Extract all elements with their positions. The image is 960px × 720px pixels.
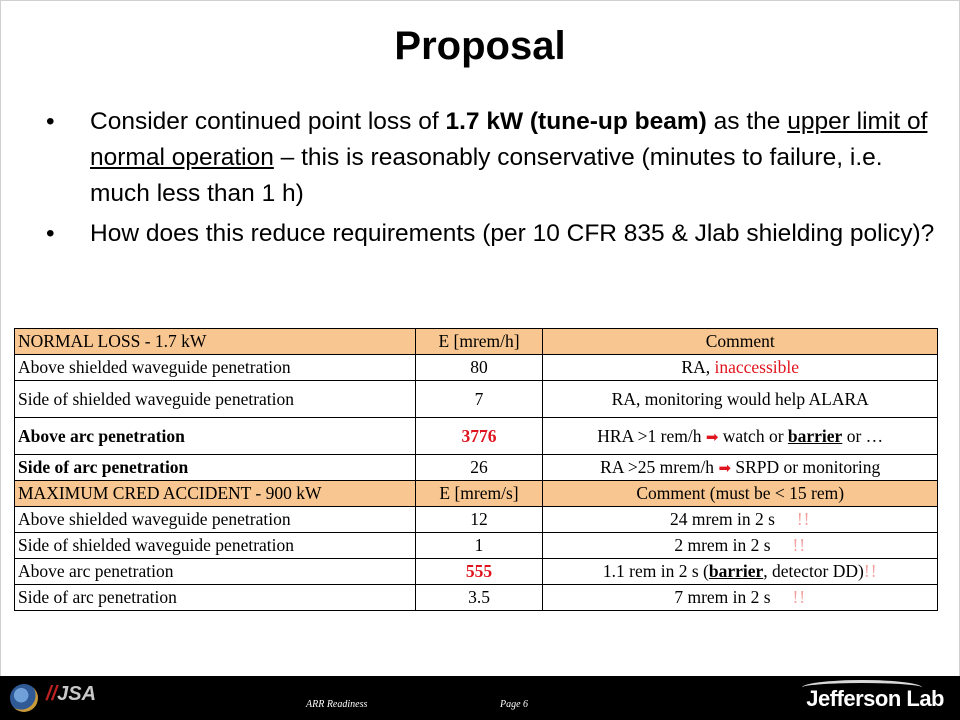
table-row — [15, 507, 938, 533]
header-cell: E [mrem/s] — [415, 481, 543, 507]
jefferson-lab-logo — [806, 686, 944, 712]
comment-text: or … — [842, 425, 884, 446]
header-cell: MAXIMUM CRED ACCIDENT - 900 kW — [15, 481, 416, 507]
comment-text: SRPD or monitoring — [731, 457, 881, 477]
bullet-1-text-a: Consider continued point loss of — [90, 108, 446, 135]
header-cell: NORMAL LOSS - 1.7 kW — [15, 329, 416, 355]
header-cell: E [mrem/h] — [415, 329, 543, 355]
comment-text: HRA >1 rem/h — [597, 425, 706, 446]
comment-highlight: inaccessible — [714, 357, 800, 377]
bullet-1-underline: upper limit of normal operation — [90, 108, 928, 171]
table-row — [15, 355, 938, 381]
comment-cell — [543, 455, 938, 481]
slide-title: Proposal — [394, 24, 566, 68]
value-cell: 12 — [415, 507, 543, 533]
comment-emphasis: barrier — [787, 425, 843, 446]
jsa-swoosh-icon: // — [46, 683, 58, 705]
exclaim-mark: !! — [792, 587, 807, 607]
comment-text: 24 mrem in 2 s — [669, 509, 775, 529]
location-cell: Side of arc penetration — [15, 585, 416, 611]
table-row — [15, 585, 938, 611]
comment-text: 1.1 rem in 2 s ( — [602, 561, 709, 581]
footer-page-number: Page 6 — [500, 699, 529, 710]
value-cell: 1 — [415, 533, 543, 559]
comment-cell — [543, 533, 938, 559]
location-cell: Side of shielded waveguide penetration — [15, 381, 416, 418]
bullet-dot-icon: • — [46, 108, 55, 135]
footer-bar — [0, 676, 960, 720]
table-row — [15, 559, 938, 585]
jlab-swoosh-icon — [802, 680, 922, 695]
comment-cell — [543, 418, 938, 455]
comment-text: RA >25 mrem/h — [600, 457, 719, 477]
location-cell: Side of shielded waveguide penetration — [15, 533, 416, 559]
comment-text: RA, — [681, 357, 715, 377]
table-row — [15, 533, 938, 559]
value-cell: 3776 — [415, 418, 543, 455]
location-cell: Above arc penetration — [15, 559, 416, 585]
doe-seal-icon — [10, 684, 38, 712]
value-cell: 3.5 — [415, 585, 543, 611]
bullet-1-text-c: – this is reasonably conservative (minutes to failure, i.e. much less than 1 h) — [90, 144, 883, 207]
right-arrow-icon: ➡ — [718, 459, 732, 477]
bullet-1-emphasis: 1.7 kW (tune-up beam) — [445, 108, 707, 135]
jsa-logo-text: JSA — [57, 683, 97, 705]
exclaim-mark: !! — [863, 561, 878, 581]
table-row — [15, 455, 938, 481]
bullet-list — [40, 104, 940, 256]
header-cell: Comment — [543, 329, 938, 355]
location-cell: Above shielded waveguide penetration — [15, 507, 416, 533]
value-cell: 555 — [415, 559, 543, 585]
bullet-item-2 — [40, 216, 940, 252]
comment-emphasis: barrier — [708, 561, 764, 581]
table-row — [15, 418, 938, 455]
comment-text: 2 mrem in 2 s — [674, 535, 771, 555]
comment-cell — [543, 507, 938, 533]
location-cell: Side of arc penetration — [15, 455, 416, 481]
bullet-item-1 — [40, 104, 940, 212]
bullet-1-text-b: as the — [706, 108, 788, 135]
comment-text: watch or — [718, 425, 788, 446]
right-arrow-icon: ➡ — [705, 427, 719, 446]
comment-cell — [543, 585, 938, 611]
exclaim-mark: !! — [792, 535, 807, 555]
value-cell: 26 — [415, 455, 543, 481]
comment-text: , detector DD) — [763, 561, 864, 581]
exclaim-mark: !! — [796, 509, 811, 529]
value-cell: 80 — [415, 355, 543, 381]
comment-text: 7 mrem in 2 s — [674, 587, 771, 607]
location-cell: Above shielded waveguide penetration — [15, 355, 416, 381]
jefferson-lab-logo-text: Jefferson Lab — [806, 686, 944, 711]
bullet-dot-icon: • — [46, 220, 55, 247]
footer-left-text: ARR Readiness — [306, 699, 368, 710]
comment-cell — [543, 559, 938, 585]
table-header-accident — [15, 481, 938, 507]
jsa-logo — [46, 683, 96, 706]
table-header-normal — [15, 329, 938, 355]
comment-cell: RA, monitoring would help ALARA — [543, 381, 938, 418]
dose-table — [14, 328, 938, 611]
value-cell: 7 — [415, 381, 543, 418]
comment-cell — [543, 355, 938, 381]
table-row — [15, 381, 938, 418]
location-cell: Above arc penetration — [15, 418, 416, 455]
bullet-2-text: How does this reduce requirements (per 10 CFR 835 & Jlab shielding policy)? — [90, 220, 935, 247]
header-cell: Comment (must be < 15 rem) — [543, 481, 938, 507]
